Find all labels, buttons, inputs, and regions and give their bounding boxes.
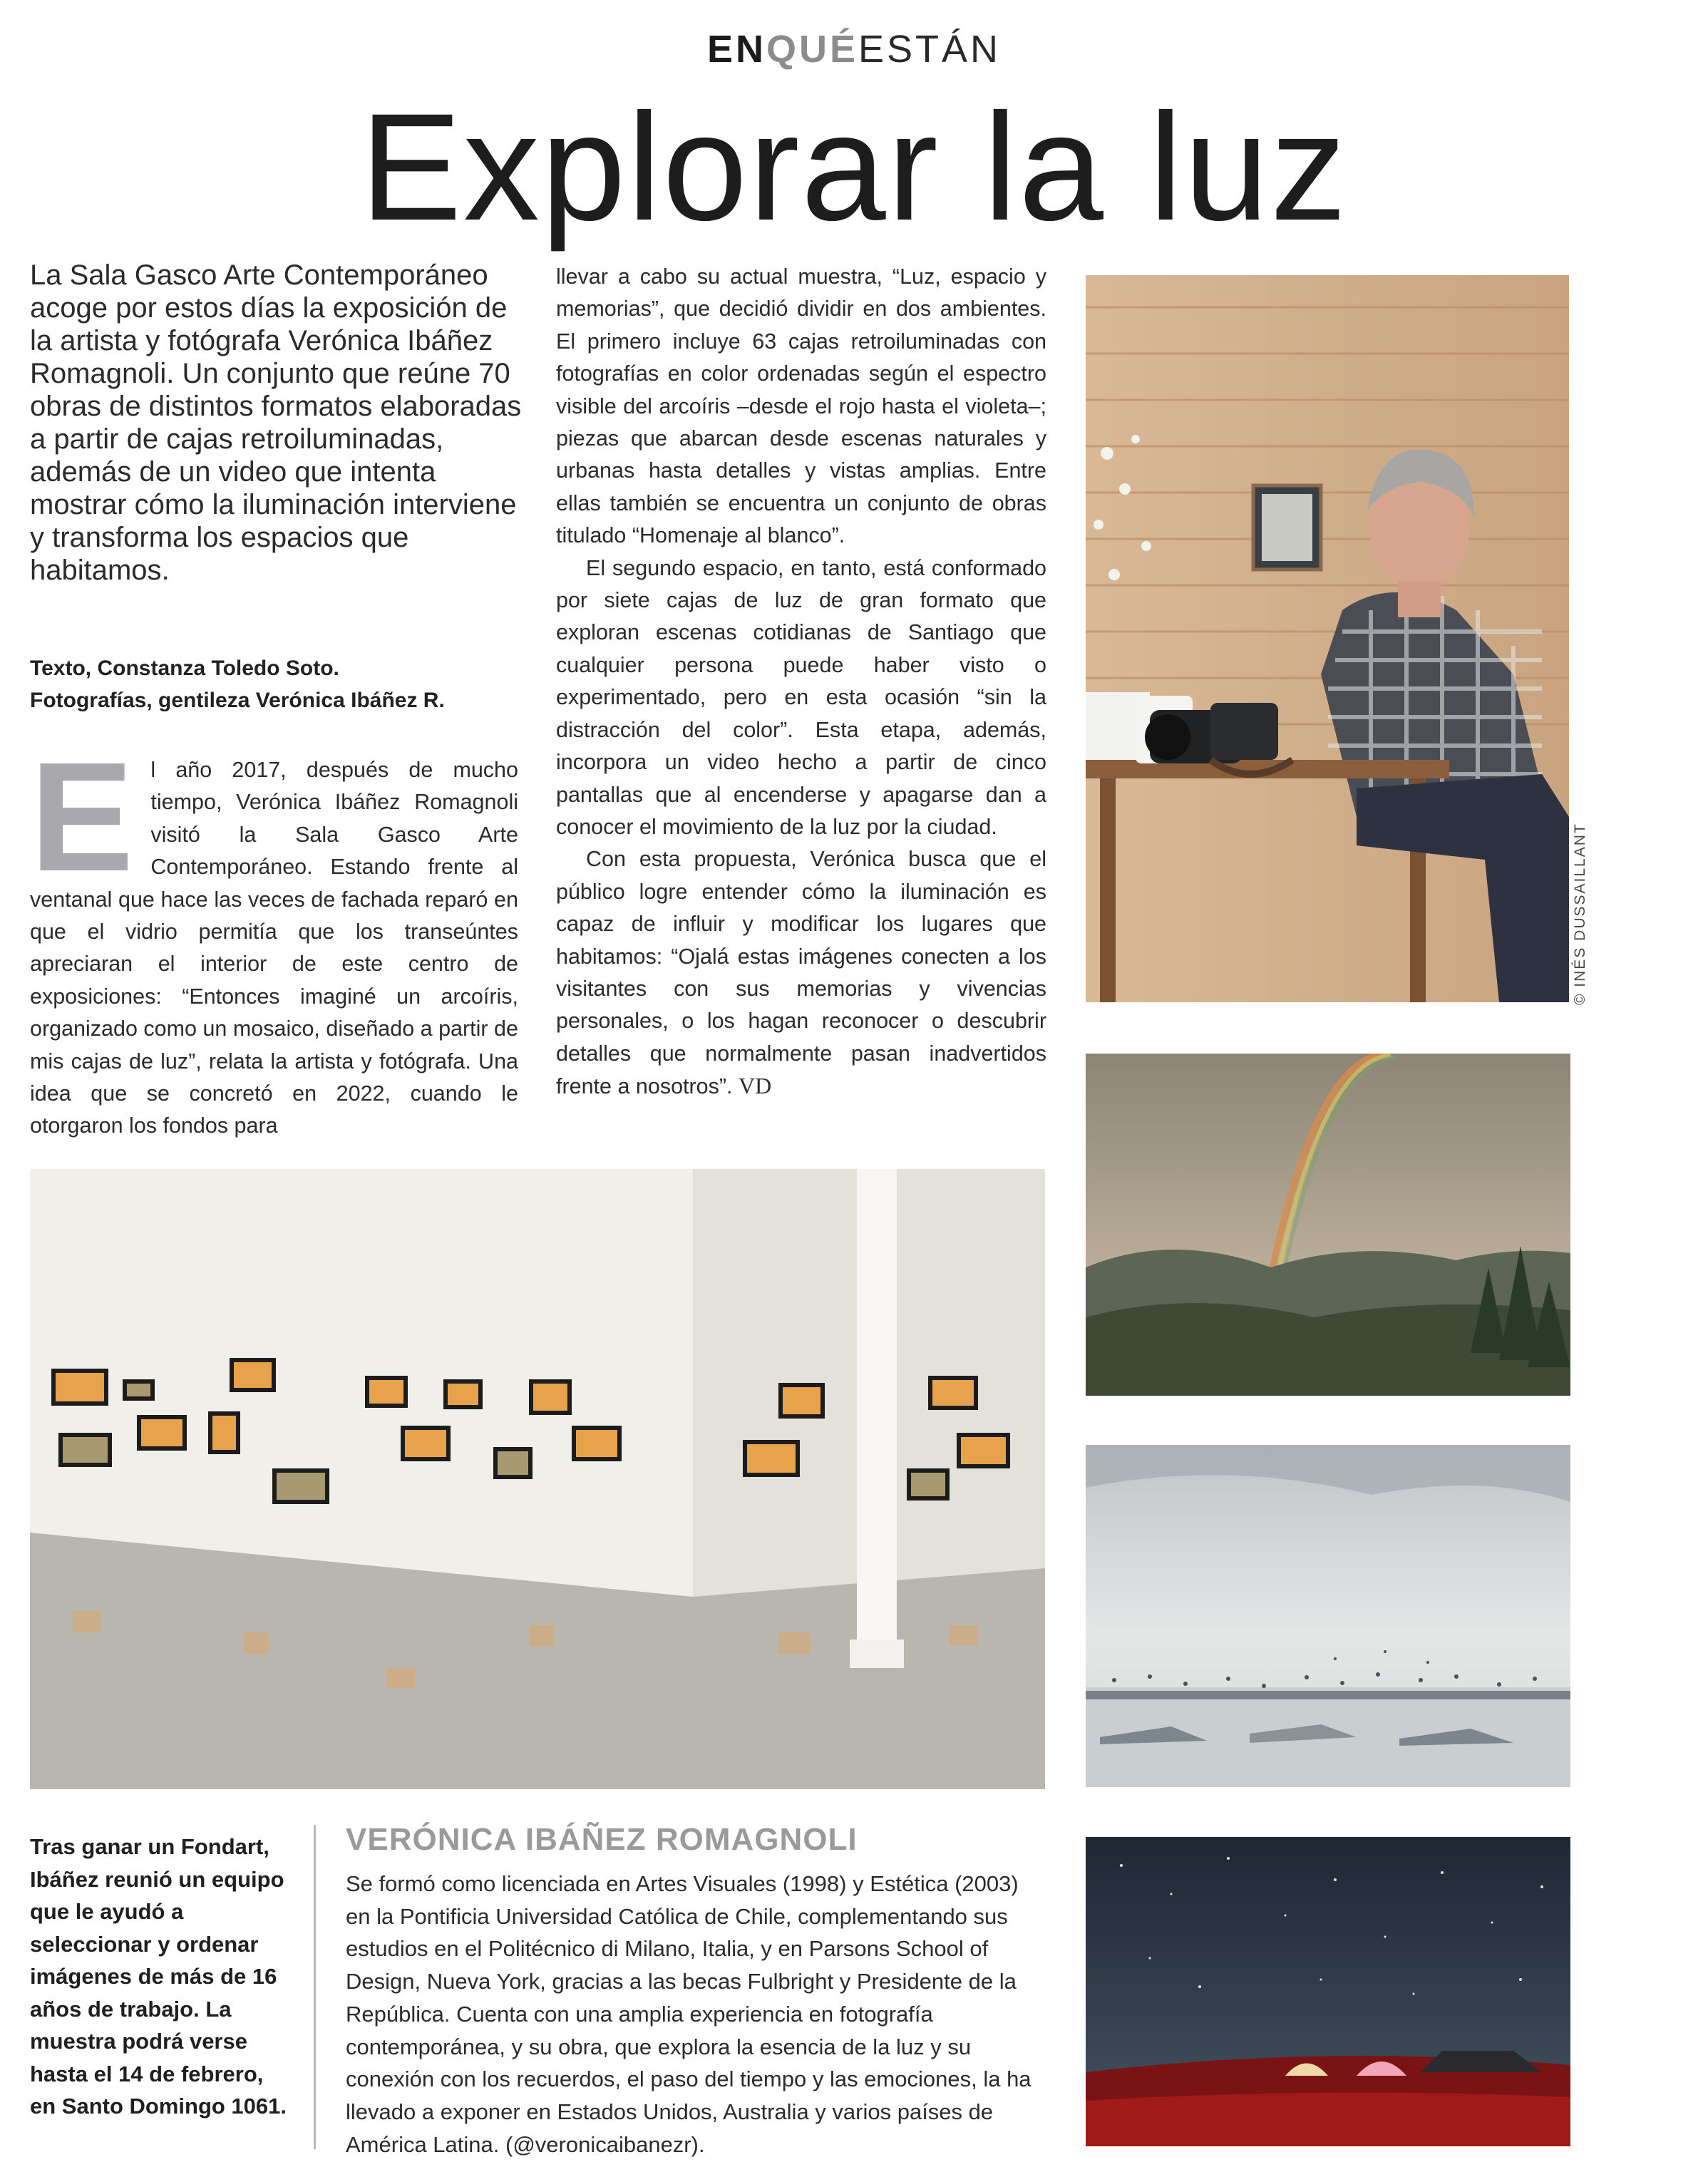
bio-name: VERÓNICA IBÁÑEZ ROMAGNOLI bbox=[346, 1822, 858, 1857]
rainbow-landscape-photo bbox=[1086, 1054, 1570, 1396]
article-column-2 bbox=[556, 261, 1046, 1103]
article-paragraph-4: Con esta propuesta, Verónica busca que el público logre entender cómo la iluminación es capaz de influir y modificar los lugares que habitamos: “Ojalá estas imágenes conecten a los visitantes con sus memorias y vivencias personales, o los hagan reconocer o descubrir detalles que normalmente pasan inadvertidos frente a nosotros”. bbox=[556, 847, 1046, 1099]
bio-text: Se formó como licenciada en Artes Visuales (1998) y Estética (2003) en la Pontificia Universidad Católica de Chile, complementando sus estudios en el Politécnico di Milano, Italia, y en Parsons School of Design, Nueva York, gracias a las becas Fulbright y Presidente de la República. Cuenta con una amplia experiencia en fotografía contemporánea, y su obra, que explora la esencia de la luz y su conexión con los recuerdos, el paso del tiempo y las emociones, la ha llevado a exponer en Estados Unidos, Australia y varios países de América Latina. (@veronicaibanezr). bbox=[346, 1871, 1032, 2157]
gallery-installation-photo bbox=[30, 1169, 1045, 1789]
section-header-part2: QUÉ bbox=[766, 28, 858, 71]
article-title: Explorar la luz bbox=[360, 82, 1348, 252]
drop-cap: E bbox=[30, 731, 134, 904]
article-paragraph-3: El segundo espacio, en tanto, está conformado por siete cajas de luz de gran formato que exploran escenas cotidianas de Santiago que cualquier persona puede haber visto o experimentado, pero en esta ocasión “sin la distracción del color”. Esta etapa, además, incorpora un video hecho a partir de cinco pantallas que al encenderse y apagarse dan a conocer el movimiento de la luz por la ciudad. bbox=[556, 555, 1046, 839]
article-paragraph-2: llevar a cabo su actual muestra, “Luz, espacio y memorias”, que decidió dividir en dos ambientes. El primero incluye 63 cajas retroiluminadas con fotografías en color ordenadas según el espectro visible del arcoíris –desde el rojo hasta el violeta–; piezas que abarcan desde escenas naturales y urbanas hasta detalles y vistas amplias. Entre ellas también se encuentra un conjunto de obras titulado “Homenaje al blanco”. bbox=[556, 264, 1046, 548]
bio-divider bbox=[314, 1825, 316, 2149]
photo-credit-line: Fotografías, gentileza Verónica Ibáñez R. bbox=[30, 689, 445, 712]
section-header-part3: ESTÁN bbox=[858, 28, 1002, 71]
lead-paragraph: La Sala Gasco Arte Contemporáneo acoge por estos días la exposición de la artista y fotógrafa Verónica Ibáñez Romagnoli. Un conjunto que reúne 70 obras de distintos formatos elaboradas a partir de cajas retroiluminadas, además de un video que intenta mostrar cómo la iluminación interviene y transforma los espacios que habitamos. bbox=[30, 259, 522, 586]
photo-credit-vertical-text: © INÉS DUSSAILLANT bbox=[1572, 823, 1588, 1005]
night-sky-camping-photo bbox=[1086, 1837, 1570, 2146]
section-header-part1: EN bbox=[706, 28, 766, 71]
article-paragraph-1: l año 2017, después de mucho tiempo, Verónica Ibáñez Romagnoli visitó la Sala Gasco Arte Contemporáneo. Estando frente al ventanal que hace las veces de fachada reparó en que el vidrio permitía que los transeúntes apreciaran el interior de este centro de exposiciones: “Entonces imaginé un arcoíris, organizado como un mosaico, diseñado a partir de mis cajas de luz”, relata la artista y fotógrafa. Una idea que se concretó en 2022, cuando le otorgaron los fondos para bbox=[30, 758, 518, 1138]
credits bbox=[30, 652, 529, 716]
section-header bbox=[0, 27, 1708, 71]
birds-ice-landscape-photo bbox=[1086, 1445, 1570, 1787]
artist-portrait-photo bbox=[1086, 275, 1569, 1002]
article-column-1 bbox=[30, 731, 518, 1143]
text-credit: Texto, Constanza Toledo Soto. bbox=[30, 657, 339, 680]
author-signature: VD bbox=[739, 1073, 772, 1099]
photo-caption: Tras ganar un Fondart, Ibáñez reunió un equipo que le ayudó a seleccionar y ordenar imágenes de más de 16 años de trabajo. La muestra podrá verse hasta el 14 de febrero, en Santo Domingo 1061. bbox=[30, 1834, 287, 2119]
